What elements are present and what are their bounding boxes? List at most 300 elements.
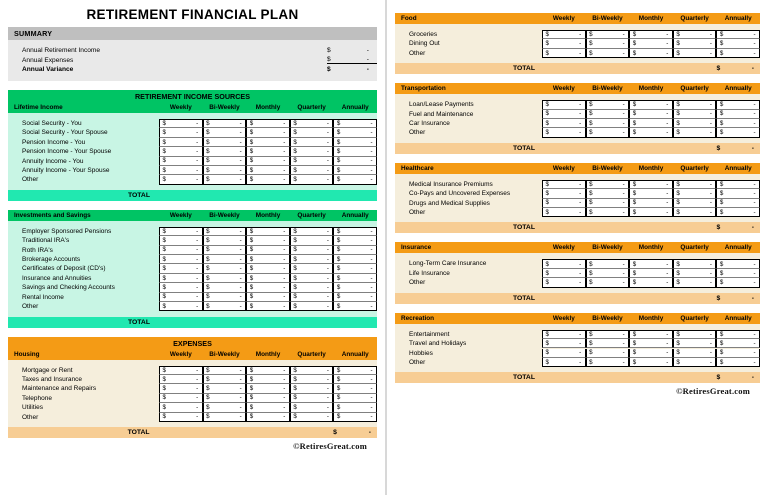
amount-cell-monthly[interactable] bbox=[629, 189, 673, 198]
currency-symbol: $ bbox=[719, 349, 724, 357]
amount-cell-weekly[interactable] bbox=[542, 49, 586, 58]
amount-cell-bi-weekly[interactable] bbox=[203, 138, 247, 147]
amount-cell-weekly[interactable] bbox=[542, 208, 586, 217]
currency-symbol: $ bbox=[336, 166, 341, 174]
amount-cell-bi-weekly[interactable] bbox=[203, 293, 247, 302]
amount-cell-weekly[interactable] bbox=[159, 157, 203, 166]
amount-cell-quarterly[interactable] bbox=[290, 175, 334, 184]
amount-cell-annually[interactable] bbox=[716, 339, 760, 348]
cell-value: - bbox=[753, 358, 756, 366]
amount-cell-weekly[interactable] bbox=[159, 236, 203, 245]
total-value: - bbox=[751, 65, 754, 73]
amount-cell-weekly[interactable] bbox=[159, 246, 203, 255]
row-label: Other bbox=[22, 176, 39, 184]
amount-cell-quarterly[interactable] bbox=[673, 100, 717, 109]
amount-cell-weekly[interactable] bbox=[159, 283, 203, 292]
amount-cell-monthly[interactable] bbox=[629, 339, 673, 348]
amount-cell-annually[interactable] bbox=[716, 100, 760, 109]
cell-value: - bbox=[666, 40, 669, 48]
amount-cell-weekly[interactable] bbox=[159, 403, 203, 412]
amount-cell-bi-weekly[interactable] bbox=[586, 100, 630, 109]
amount-cell-quarterly[interactable] bbox=[673, 208, 717, 217]
amount-cell-quarterly[interactable] bbox=[673, 128, 717, 137]
amount-cell-annually[interactable] bbox=[333, 166, 377, 175]
cell-value: - bbox=[753, 181, 756, 189]
cell-value: - bbox=[579, 330, 582, 338]
amount-cell-annually[interactable] bbox=[716, 349, 760, 358]
amount-cell-annually[interactable] bbox=[716, 278, 760, 287]
currency-symbol: $ bbox=[336, 265, 341, 273]
amount-cell-quarterly[interactable] bbox=[290, 283, 334, 292]
amount-cell-monthly[interactable] bbox=[629, 128, 673, 137]
section-food bbox=[395, 13, 760, 74]
amount-cell-quarterly[interactable] bbox=[290, 236, 334, 245]
amount-cell-bi-weekly[interactable] bbox=[586, 269, 630, 278]
amount-cell-bi-weekly[interactable] bbox=[203, 375, 247, 384]
amount-cell-quarterly[interactable] bbox=[673, 30, 717, 39]
amount-cell-quarterly[interactable] bbox=[290, 128, 334, 137]
amount-cell-bi-weekly[interactable] bbox=[203, 394, 247, 403]
amount-cell-annually[interactable] bbox=[333, 128, 377, 137]
amount-cell-weekly[interactable] bbox=[159, 119, 203, 128]
amount-cell-weekly[interactable] bbox=[159, 128, 203, 137]
amount-cell-bi-weekly[interactable] bbox=[586, 119, 630, 128]
currency-symbol: $ bbox=[162, 274, 166, 282]
amount-cell-annually[interactable] bbox=[716, 180, 760, 189]
amount-cell-annually[interactable] bbox=[716, 199, 760, 208]
amount-cell-monthly[interactable] bbox=[246, 403, 290, 412]
amount-cell-quarterly[interactable] bbox=[673, 119, 717, 128]
amount-cell-bi-weekly[interactable] bbox=[203, 413, 247, 422]
amount-cell-annually[interactable] bbox=[716, 259, 760, 268]
currency-symbol: $ bbox=[545, 349, 549, 357]
amount-cell-annually[interactable] bbox=[716, 30, 760, 39]
amount-cell-annually[interactable] bbox=[716, 39, 760, 48]
amount-cell-quarterly[interactable] bbox=[290, 274, 334, 283]
currency-symbol: $ bbox=[206, 147, 210, 155]
amount-cell-quarterly[interactable] bbox=[673, 110, 717, 119]
cell-value: - bbox=[283, 366, 286, 374]
amount-cell-monthly[interactable] bbox=[246, 394, 290, 403]
cell-value: - bbox=[579, 129, 582, 137]
amount-cell-quarterly[interactable] bbox=[673, 259, 717, 268]
amount-cell-bi-weekly[interactable] bbox=[203, 166, 247, 175]
amount-cell-monthly[interactable] bbox=[629, 39, 673, 48]
amount-cell-annually[interactable] bbox=[716, 189, 760, 198]
amount-cell-quarterly[interactable] bbox=[290, 119, 334, 128]
cell-value: - bbox=[239, 366, 242, 374]
amount-cell-annually[interactable] bbox=[333, 413, 377, 422]
amount-cell-bi-weekly[interactable] bbox=[586, 349, 630, 358]
amount-cell-weekly[interactable] bbox=[542, 199, 586, 208]
amount-cell-weekly[interactable] bbox=[542, 259, 586, 268]
amount-cell-annually[interactable] bbox=[333, 246, 377, 255]
amount-cell-annually[interactable] bbox=[333, 227, 377, 236]
amount-cell-bi-weekly[interactable] bbox=[203, 128, 247, 137]
amount-cell-monthly[interactable] bbox=[246, 119, 290, 128]
summary-label: Annual Retirement Income bbox=[22, 47, 101, 54]
amount-cell-bi-weekly[interactable] bbox=[203, 384, 247, 393]
amount-cell-quarterly[interactable] bbox=[290, 384, 334, 393]
table-row bbox=[8, 375, 377, 384]
currency-symbol: $ bbox=[336, 366, 341, 374]
amount-cell-monthly[interactable] bbox=[246, 175, 290, 184]
column-header-weekly: Weekly bbox=[552, 85, 575, 93]
amount-cell-annually[interactable] bbox=[333, 375, 377, 384]
summary-section bbox=[8, 27, 377, 81]
food-rows bbox=[395, 24, 760, 63]
amount-cell-bi-weekly[interactable] bbox=[203, 147, 247, 156]
currency-symbol: $ bbox=[336, 302, 341, 310]
amount-cell-weekly[interactable] bbox=[159, 255, 203, 264]
amount-cell-bi-weekly[interactable] bbox=[586, 208, 630, 217]
amount-cell-monthly[interactable] bbox=[246, 246, 290, 255]
amount-cell-quarterly[interactable] bbox=[673, 330, 717, 339]
amount-cell-monthly[interactable] bbox=[246, 283, 290, 292]
cell-value: - bbox=[753, 260, 756, 268]
cell-value: - bbox=[326, 120, 329, 128]
currency-symbol: $ bbox=[249, 147, 254, 155]
amount-cell-monthly[interactable] bbox=[629, 119, 673, 128]
amount-cell-annually[interactable] bbox=[333, 293, 377, 302]
amount-cell-monthly[interactable] bbox=[246, 166, 290, 175]
currency-symbol: $ bbox=[589, 189, 593, 197]
amount-cell-quarterly[interactable] bbox=[673, 199, 717, 208]
amount-cell-bi-weekly[interactable] bbox=[586, 358, 630, 367]
amount-cell-bi-weekly[interactable] bbox=[586, 278, 630, 287]
amount-cell-annually[interactable] bbox=[333, 255, 377, 264]
amount-cell-monthly[interactable] bbox=[246, 138, 290, 147]
cell-value: - bbox=[709, 208, 712, 216]
amount-cell-quarterly[interactable] bbox=[290, 413, 334, 422]
cell-value: - bbox=[283, 283, 286, 291]
amount-cell-bi-weekly[interactable] bbox=[203, 175, 247, 184]
column-header-monthly: Monthly bbox=[638, 244, 664, 252]
amount-cell-quarterly[interactable] bbox=[673, 349, 717, 358]
amount-cell-monthly[interactable] bbox=[629, 330, 673, 339]
amount-cell-annually[interactable] bbox=[716, 330, 760, 339]
amount-cell-annually[interactable] bbox=[333, 403, 377, 412]
amount-cell-annually[interactable] bbox=[716, 128, 760, 137]
amount-cell-weekly[interactable] bbox=[542, 100, 586, 109]
amount-cell-quarterly[interactable] bbox=[673, 358, 717, 367]
amount-cell-bi-weekly[interactable] bbox=[203, 366, 247, 375]
amount-cell-bi-weekly[interactable] bbox=[586, 30, 630, 39]
cell-value: - bbox=[196, 403, 199, 411]
cell-value: - bbox=[370, 138, 373, 146]
cell-value: - bbox=[370, 302, 373, 310]
amount-cell-annually[interactable] bbox=[333, 384, 377, 393]
row-label: Car Insurance bbox=[409, 120, 450, 128]
amount-cell-quarterly[interactable] bbox=[673, 189, 717, 198]
amount-cell-weekly[interactable] bbox=[542, 39, 586, 48]
currency-symbol: $ bbox=[249, 293, 254, 301]
total-value: - bbox=[751, 224, 754, 232]
amount-cell-quarterly[interactable] bbox=[290, 302, 334, 311]
row-cells bbox=[542, 278, 760, 287]
section-transportation bbox=[395, 83, 760, 154]
cell-value: - bbox=[622, 199, 625, 207]
row-cells bbox=[542, 49, 760, 58]
cell-value: - bbox=[283, 375, 286, 383]
amount-cell-weekly[interactable] bbox=[159, 413, 203, 422]
currency-symbol: $ bbox=[676, 40, 680, 48]
amount-cell-monthly[interactable] bbox=[629, 259, 673, 268]
amount-cell-quarterly[interactable] bbox=[290, 375, 334, 384]
amount-cell-annually[interactable] bbox=[333, 302, 377, 311]
amount-cell-monthly[interactable] bbox=[246, 384, 290, 393]
currency-symbol: $ bbox=[249, 176, 254, 184]
cell-value: - bbox=[326, 265, 329, 273]
amount-cell-quarterly[interactable] bbox=[290, 403, 334, 412]
currency-symbol: $ bbox=[336, 255, 341, 263]
amount-cell-monthly[interactable] bbox=[246, 366, 290, 375]
amount-cell-bi-weekly[interactable] bbox=[203, 157, 247, 166]
amount-cell-weekly[interactable] bbox=[159, 375, 203, 384]
amount-cell-bi-weekly[interactable] bbox=[586, 180, 630, 189]
amount-cell-annually[interactable] bbox=[333, 236, 377, 245]
row-label: Other bbox=[409, 358, 426, 366]
amount-cell-weekly[interactable] bbox=[159, 394, 203, 403]
amount-cell-quarterly[interactable] bbox=[290, 157, 334, 166]
currency-symbol: $ bbox=[206, 366, 210, 374]
amount-cell-weekly[interactable] bbox=[159, 302, 203, 311]
amount-cell-bi-weekly[interactable] bbox=[203, 302, 247, 311]
transportation-total-row bbox=[395, 143, 760, 154]
amount-cell-monthly[interactable] bbox=[246, 227, 290, 236]
amount-cell-monthly[interactable] bbox=[629, 278, 673, 287]
lifetime-income-header bbox=[8, 102, 377, 113]
amount-cell-weekly[interactable] bbox=[542, 349, 586, 358]
amount-cell-monthly[interactable] bbox=[246, 274, 290, 283]
table-row bbox=[8, 274, 377, 283]
amount-cell-weekly[interactable] bbox=[159, 147, 203, 156]
amount-cell-bi-weekly[interactable] bbox=[586, 199, 630, 208]
amount-cell-weekly[interactable] bbox=[542, 180, 586, 189]
amount-cell-bi-weekly[interactable] bbox=[203, 246, 247, 255]
amount-cell-weekly[interactable] bbox=[542, 110, 586, 119]
amount-cell-bi-weekly[interactable] bbox=[203, 255, 247, 264]
amount-cell-monthly[interactable] bbox=[629, 30, 673, 39]
currency-symbol: $ bbox=[293, 176, 297, 184]
amount-cell-weekly[interactable] bbox=[542, 330, 586, 339]
row-cells bbox=[159, 157, 377, 166]
column-header-bi-weekly: Bi-Weekly bbox=[592, 314, 623, 322]
column-header-quarterly: Quarterly bbox=[297, 350, 326, 358]
amount-cell-monthly[interactable] bbox=[629, 180, 673, 189]
amount-cell-annually[interactable] bbox=[333, 394, 377, 403]
column-headers bbox=[542, 315, 760, 322]
amount-cell-annually[interactable] bbox=[333, 175, 377, 184]
row-label: Dining Out bbox=[409, 40, 440, 48]
amount-cell-annually[interactable] bbox=[333, 274, 377, 283]
amount-cell-weekly[interactable] bbox=[159, 293, 203, 302]
currency-symbol: $ bbox=[545, 129, 549, 137]
amount-cell-annually[interactable] bbox=[333, 138, 377, 147]
cell-value: - bbox=[622, 110, 625, 118]
amount-cell-weekly[interactable] bbox=[159, 227, 203, 236]
amount-cell-weekly[interactable] bbox=[542, 119, 586, 128]
amount-cell-annually[interactable] bbox=[716, 358, 760, 367]
amount-cell-quarterly[interactable] bbox=[290, 246, 334, 255]
amount-cell-quarterly[interactable] bbox=[290, 138, 334, 147]
amount-cell-monthly[interactable] bbox=[246, 375, 290, 384]
cell-value: - bbox=[196, 138, 199, 146]
amount-cell-annually[interactable] bbox=[333, 283, 377, 292]
amount-cell-bi-weekly[interactable] bbox=[586, 110, 630, 119]
amount-cell-monthly[interactable] bbox=[246, 413, 290, 422]
amount-cell-monthly[interactable] bbox=[629, 110, 673, 119]
cell-value: - bbox=[239, 246, 242, 254]
amount-cell-annually[interactable] bbox=[716, 110, 760, 119]
amount-cell-annually[interactable] bbox=[716, 119, 760, 128]
cell-value: - bbox=[326, 228, 329, 236]
cell-value: - bbox=[666, 260, 669, 268]
amount-cell-quarterly[interactable] bbox=[673, 49, 717, 58]
amount-cell-bi-weekly[interactable] bbox=[586, 330, 630, 339]
amount-cell-quarterly[interactable] bbox=[290, 255, 334, 264]
amount-cell-bi-weekly[interactable] bbox=[586, 259, 630, 268]
amount-cell-monthly[interactable] bbox=[246, 264, 290, 273]
currency-symbol: $ bbox=[206, 413, 210, 421]
amount-cell-monthly[interactable] bbox=[246, 302, 290, 311]
amount-cell-monthly[interactable] bbox=[629, 349, 673, 358]
amount-cell-monthly[interactable] bbox=[246, 128, 290, 137]
amount-cell-bi-weekly[interactable] bbox=[203, 264, 247, 273]
row-label: Other bbox=[409, 129, 426, 137]
currency-symbol: $ bbox=[719, 119, 724, 127]
amount-cell-weekly[interactable] bbox=[542, 269, 586, 278]
summary-row-annual-expenses bbox=[8, 55, 377, 65]
cell-value: - bbox=[622, 181, 625, 189]
amount-cell-weekly[interactable] bbox=[542, 358, 586, 367]
amount-cell-monthly[interactable] bbox=[246, 147, 290, 156]
amount-cell-annually[interactable] bbox=[333, 366, 377, 375]
row-label: Other bbox=[409, 279, 426, 287]
amount-cell-quarterly[interactable] bbox=[290, 264, 334, 273]
cell-value: - bbox=[579, 49, 582, 57]
table-row bbox=[8, 246, 377, 255]
amount-cell-quarterly[interactable] bbox=[673, 39, 717, 48]
amount-cell-bi-weekly[interactable] bbox=[203, 283, 247, 292]
cell-value: - bbox=[196, 255, 199, 263]
amount-cell-quarterly[interactable] bbox=[290, 227, 334, 236]
amount-cell-quarterly[interactable] bbox=[290, 366, 334, 375]
amount-cell-weekly[interactable] bbox=[159, 274, 203, 283]
amount-cell-weekly[interactable] bbox=[159, 166, 203, 175]
amount-cell-weekly[interactable] bbox=[159, 366, 203, 375]
currency-symbol: $ bbox=[293, 366, 297, 374]
amount-cell-annually[interactable] bbox=[333, 147, 377, 156]
cell-value: - bbox=[326, 375, 329, 383]
amount-cell-weekly[interactable] bbox=[159, 384, 203, 393]
section-title: Lifetime Income bbox=[14, 104, 63, 111]
amount-cell-monthly[interactable] bbox=[629, 199, 673, 208]
amount-cell-annually[interactable] bbox=[333, 264, 377, 273]
amount-cell-quarterly[interactable] bbox=[673, 180, 717, 189]
amount-cell-annually[interactable] bbox=[333, 119, 377, 128]
amount-cell-bi-weekly[interactable] bbox=[203, 236, 247, 245]
amount-cell-bi-weekly[interactable] bbox=[203, 227, 247, 236]
amount-cell-monthly[interactable] bbox=[246, 255, 290, 264]
amount-cell-monthly[interactable] bbox=[246, 157, 290, 166]
currency-symbol: $ bbox=[293, 265, 297, 273]
amount-cell-bi-weekly[interactable] bbox=[203, 403, 247, 412]
cell-value: - bbox=[579, 260, 582, 268]
cell-value: - bbox=[370, 120, 373, 128]
amount-cell-monthly[interactable] bbox=[246, 236, 290, 245]
table-row bbox=[8, 119, 377, 128]
amount-cell-quarterly[interactable] bbox=[673, 269, 717, 278]
amount-cell-weekly[interactable] bbox=[159, 175, 203, 184]
currency-symbol: $ bbox=[676, 339, 680, 347]
column-header-bi-weekly: Bi-Weekly bbox=[592, 85, 623, 93]
cell-value: - bbox=[326, 283, 329, 291]
row-cells bbox=[542, 110, 760, 119]
total-value: - bbox=[751, 294, 754, 302]
amount-cell-bi-weekly[interactable] bbox=[203, 119, 247, 128]
cell-value: - bbox=[326, 302, 329, 310]
row-label: Annuity Income - Your Spouse bbox=[22, 167, 110, 175]
amount-cell-monthly[interactable] bbox=[629, 49, 673, 58]
amount-cell-quarterly[interactable] bbox=[290, 166, 334, 175]
amount-cell-weekly[interactable] bbox=[542, 189, 586, 198]
currency-symbol: $ bbox=[162, 166, 166, 174]
amount-cell-quarterly[interactable] bbox=[290, 293, 334, 302]
amount-cell-quarterly[interactable] bbox=[290, 147, 334, 156]
amount-cell-quarterly[interactable] bbox=[290, 394, 334, 403]
cell-value: - bbox=[283, 129, 286, 137]
amount-cell-bi-weekly[interactable] bbox=[586, 39, 630, 48]
amount-cell-annually[interactable] bbox=[716, 208, 760, 217]
row-cells bbox=[542, 30, 760, 39]
cell-value: - bbox=[579, 339, 582, 347]
amount-cell-monthly[interactable] bbox=[629, 358, 673, 367]
amount-cell-bi-weekly[interactable] bbox=[586, 339, 630, 348]
amount-cell-monthly[interactable] bbox=[629, 208, 673, 217]
cell-value: - bbox=[370, 265, 373, 273]
column-header-annually: Annually bbox=[724, 15, 752, 22]
amount-cell-annually[interactable] bbox=[333, 157, 377, 166]
amount-cell-monthly[interactable] bbox=[629, 100, 673, 109]
amount-cell-quarterly[interactable] bbox=[673, 278, 717, 287]
amount-cell-weekly[interactable] bbox=[159, 264, 203, 273]
currency-symbol: $ bbox=[719, 199, 724, 207]
cell-value: - bbox=[196, 228, 199, 236]
amount-cell-bi-weekly[interactable] bbox=[586, 49, 630, 58]
currency-symbol: $ bbox=[676, 110, 680, 118]
column-header-bi-weekly: Bi-Weekly bbox=[592, 15, 623, 22]
currency-symbol: $ bbox=[545, 189, 549, 197]
amount-cell-weekly[interactable] bbox=[542, 30, 586, 39]
amount-cell-monthly[interactable] bbox=[629, 269, 673, 278]
amount-cell-weekly[interactable] bbox=[542, 339, 586, 348]
cell-value: - bbox=[239, 265, 242, 273]
amount-cell-weekly[interactable] bbox=[159, 138, 203, 147]
amount-cell-weekly[interactable] bbox=[542, 278, 586, 287]
amount-cell-monthly[interactable] bbox=[246, 293, 290, 302]
cell-value: - bbox=[622, 269, 625, 277]
row-cells bbox=[159, 283, 377, 292]
amount-cell-weekly[interactable] bbox=[542, 128, 586, 137]
amount-cell-quarterly[interactable] bbox=[673, 339, 717, 348]
amount-cell-annually[interactable] bbox=[716, 269, 760, 278]
amount-cell-annually[interactable] bbox=[716, 49, 760, 58]
amount-cell-bi-weekly[interactable] bbox=[203, 274, 247, 283]
cell-value: - bbox=[579, 349, 582, 357]
amount-cell-bi-weekly[interactable] bbox=[586, 189, 630, 198]
amount-cell-bi-weekly[interactable] bbox=[586, 128, 630, 137]
